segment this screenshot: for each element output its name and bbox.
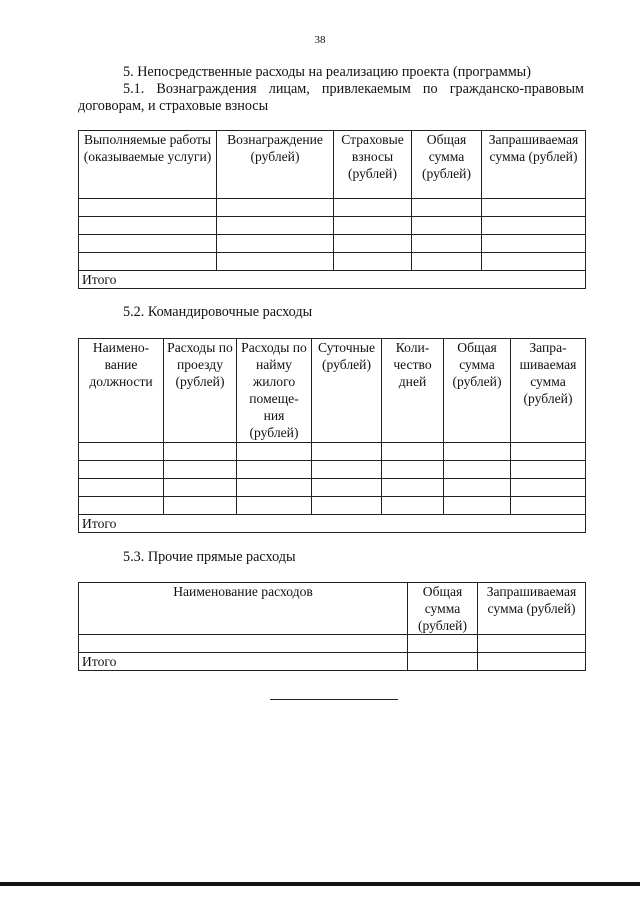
table-cell[interactable] [79, 217, 217, 235]
table-row [79, 479, 586, 497]
table-header-row [79, 131, 586, 199]
table-row [79, 199, 586, 217]
column-header: Суточные (рублей) [312, 339, 382, 443]
table-cell[interactable] [478, 635, 586, 653]
table-cell[interactable] [482, 217, 586, 235]
table-cell[interactable] [79, 443, 164, 461]
table-cell[interactable] [482, 253, 586, 271]
section-5-1-title: 5.1. Вознаграждения лицам, привлекаемым по гражданско-правовым договорам, и страховые взносы [78, 81, 584, 114]
table-cell[interactable] [237, 461, 312, 479]
column-header: Запрашиваемая сумма (рублей) [482, 131, 586, 199]
table-cell[interactable] [412, 217, 482, 235]
column-header: Наименование расходов [79, 583, 408, 635]
table-cell[interactable] [412, 199, 482, 217]
table-row [79, 461, 586, 479]
table-cell[interactable] [79, 199, 217, 217]
travel-expenses-table [78, 338, 586, 533]
table-cell[interactable] [237, 443, 312, 461]
column-header: Расходы по проезду (рублей) [164, 339, 237, 443]
table-cell[interactable] [312, 497, 382, 515]
table-cell[interactable] [217, 217, 334, 235]
column-header: Вознаграждение (рублей) [217, 131, 334, 199]
table-cell[interactable] [408, 653, 478, 671]
table-cell[interactable] [334, 199, 412, 217]
table-header-row [79, 339, 586, 443]
section-5-2-title: 5.2. Командировочные расходы [123, 304, 313, 320]
table-row [79, 443, 586, 461]
table-cell[interactable] [237, 497, 312, 515]
column-header: Страховые взносы (рублей) [334, 131, 412, 199]
page-bottom-border [0, 882, 640, 886]
table-cell[interactable] [408, 635, 478, 653]
column-header: Общая сумма (рублей) [444, 339, 511, 443]
table-cell[interactable] [511, 479, 586, 497]
column-header: Коли-чество дней [382, 339, 444, 443]
table-cell[interactable] [164, 461, 237, 479]
table-row [79, 253, 586, 271]
total-label: Итого [79, 271, 586, 289]
table-cell[interactable] [312, 461, 382, 479]
page-number: 38 [314, 34, 326, 46]
table-cell[interactable] [79, 235, 217, 253]
column-header: Общая сумма (рублей) [412, 131, 482, 199]
table-cell[interactable] [444, 443, 511, 461]
table-cell[interactable] [482, 235, 586, 253]
table-row [79, 235, 586, 253]
table-cell[interactable] [79, 253, 217, 271]
table-cell[interactable] [511, 461, 586, 479]
section-5-title: 5. Непосредственные расходы на реализацию проекта (программы) [123, 64, 531, 80]
table-cell[interactable] [511, 443, 586, 461]
table-cell[interactable] [237, 479, 312, 497]
table-cell[interactable] [164, 479, 237, 497]
table-cell[interactable] [79, 635, 408, 653]
section-divider [270, 699, 398, 700]
remuneration-table [78, 130, 586, 289]
table-cell[interactable] [412, 253, 482, 271]
table-cell[interactable] [478, 653, 586, 671]
column-header: Запра-шиваемая сумма (рублей) [511, 339, 586, 443]
total-label: Итого [79, 653, 408, 671]
table-row [79, 217, 586, 235]
table-cell[interactable] [217, 253, 334, 271]
table-cell[interactable] [79, 479, 164, 497]
table-cell[interactable] [217, 235, 334, 253]
table-header-row [79, 583, 586, 635]
table-cell[interactable] [382, 479, 444, 497]
table-cell[interactable] [334, 217, 412, 235]
table-cell[interactable] [79, 497, 164, 515]
table-cell[interactable] [312, 443, 382, 461]
total-row [79, 653, 586, 671]
table-cell[interactable] [334, 235, 412, 253]
total-row [79, 515, 586, 533]
table-cell[interactable] [334, 253, 412, 271]
column-header: Наимено-вание должности [79, 339, 164, 443]
total-row [79, 271, 586, 289]
section-5-3-title: 5.3. Прочие прямые расходы [123, 549, 296, 565]
table-cell[interactable] [482, 199, 586, 217]
column-header: Выполняемые работы (оказываемые услуги) [79, 131, 217, 199]
table-cell[interactable] [79, 461, 164, 479]
other-direct-expenses-table [78, 582, 586, 671]
column-header: Запрашиваемая сумма (рублей) [478, 583, 586, 635]
total-label: Итого [79, 515, 586, 533]
column-header: Расходы по найму жилого помеще-ния (рублей) [237, 339, 312, 443]
table-cell[interactable] [444, 479, 511, 497]
column-header: Общая сумма (рублей) [408, 583, 478, 635]
table-cell[interactable] [382, 497, 444, 515]
table-cell[interactable] [217, 199, 334, 217]
table-cell[interactable] [164, 443, 237, 461]
table-cell[interactable] [312, 479, 382, 497]
table-cell[interactable] [382, 443, 444, 461]
table-cell[interactable] [444, 497, 511, 515]
table-cell[interactable] [382, 461, 444, 479]
table-row [79, 497, 586, 515]
table-cell[interactable] [164, 497, 237, 515]
table-cell[interactable] [444, 461, 511, 479]
table-row [79, 635, 586, 653]
table-cell[interactable] [412, 235, 482, 253]
table-cell[interactable] [511, 497, 586, 515]
